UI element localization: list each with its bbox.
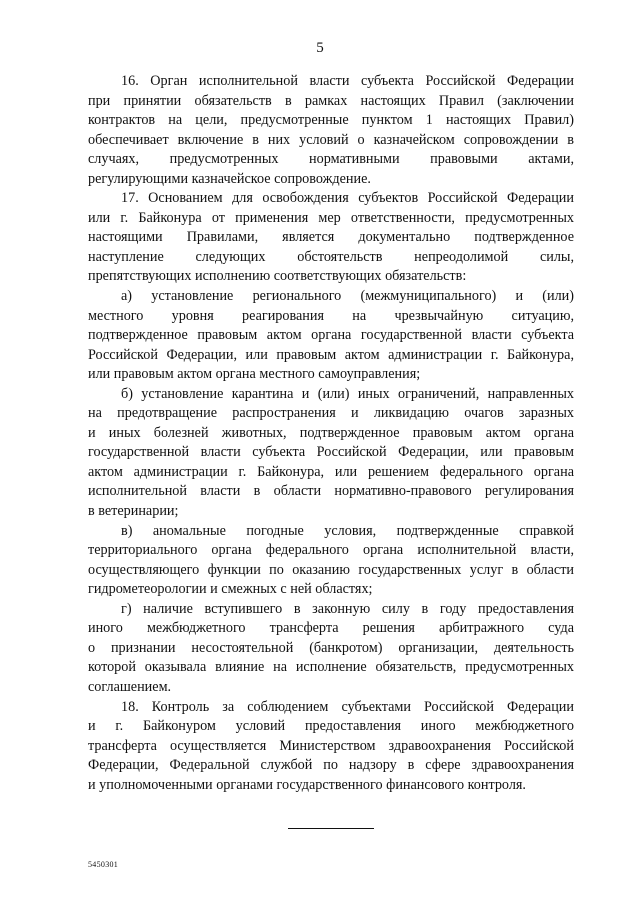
paragraph-17b xyxy=(88,385,574,522)
text-line: которой оказывала влияние на исполнение обязательств, предусмотренных xyxy=(88,659,574,676)
paragraph-17a xyxy=(88,287,574,385)
text-line: регулирующими казначейское сопровождение. xyxy=(88,170,371,187)
text-line: наступление следующих обстоятельств непреодолимой силы, xyxy=(88,248,574,265)
text-line: на предотвращение распространения и ликвидацию очагов заразных xyxy=(88,405,574,422)
text-line: б) установление карантина и (или) иных ограничений, направленных xyxy=(121,385,574,402)
text-line: местного уровня реагирования на чрезвычайную ситуацию, xyxy=(88,307,574,324)
text-line: случаях, предусмотренных нормативными правовыми актами, xyxy=(88,151,574,168)
text-line: исполнительной власти в области нормативно-правового регулирования xyxy=(88,483,574,500)
text-line: г) наличие вступившего в законную силу в году предоставления xyxy=(121,600,574,617)
paragraph-17c xyxy=(88,522,574,600)
text-line: осуществляющего функции по оказанию государственных услуг в области xyxy=(88,561,574,578)
document-code: 5450301 xyxy=(88,860,119,869)
text-line: 16. Орган исполнительной власти субъекта Российской Федерации xyxy=(121,73,574,89)
paragraph-16 xyxy=(88,72,574,189)
text-line: 17. Основанием для освобождения субъектов Российской Федерации xyxy=(121,190,574,207)
text-line: подтвержденное правовым актом органа государственной власти субъекта xyxy=(88,327,574,344)
paragraph-18 xyxy=(88,698,574,796)
text-line: в) аномальные погодные условия, подтвержденные справкой xyxy=(121,522,574,539)
text-line: обеспечивает включение в них условий о казначейском сопровождении в xyxy=(88,131,574,148)
text-line: трансферта осуществляется Министерством здравоохранения Российской xyxy=(88,737,574,754)
text-line: территориального органа федерального органа исполнительной власти, xyxy=(88,542,574,559)
text-line: настоящими Правилами, является документально подтвержденное xyxy=(88,229,574,246)
text-line: иного межбюджетного трансферта решения арбитражного суда xyxy=(88,620,574,637)
text-line: соглашением. xyxy=(88,678,172,695)
text-line: гидрометеорологии и смежных с ней областях; xyxy=(88,581,373,598)
text-line: и иных болезней животных, подтвержденное правовым актом органа xyxy=(88,424,574,441)
text-line: или г. Байконура от применения мер ответственности, предусмотренных xyxy=(88,209,574,226)
text-line: государственной власти субъекта Российской Федерации, или правовым xyxy=(88,444,574,461)
end-separator-line xyxy=(288,828,374,829)
text-line: при принятии обязательств в рамках настоящих Правил (заключении xyxy=(88,92,574,109)
text-line: или правовым актом органа местного самоуправления; xyxy=(88,366,421,383)
text-line: о признании несостоятельной (банкротом) организации, деятельность xyxy=(88,639,574,656)
text-line: Российской Федерации, или правовым актом администрации г. Байконура, xyxy=(88,346,574,363)
paragraph-17d xyxy=(88,600,574,698)
text-line: и уполномоченными органами государственного финансового контроля. xyxy=(88,776,526,793)
text-line: а) установление регионального (межмуниципального) и (или) xyxy=(121,288,574,305)
document-body xyxy=(88,72,574,795)
text-line: 18. Контроль за соблюдением субъектами Российской Федерации xyxy=(121,698,574,715)
text-line: Федерации, Федеральной службой по надзору в сфере здравоохранения xyxy=(88,757,574,774)
text-line: в ветеринарии; xyxy=(88,503,179,520)
page-number: 5 xyxy=(316,40,324,56)
text-line: контрактов на цели, предусмотренные пунктом 1 настоящих Правил) xyxy=(88,112,574,129)
text-line: и г. Байконуром условий предоставления иного межбюджетного xyxy=(88,718,574,735)
paragraph-17 xyxy=(88,189,574,287)
text-line: препятствующих исполнению соответствующих обязательств: xyxy=(88,268,467,285)
text-line: актом администрации г. Байконура, или решением федерального органа xyxy=(88,463,574,480)
